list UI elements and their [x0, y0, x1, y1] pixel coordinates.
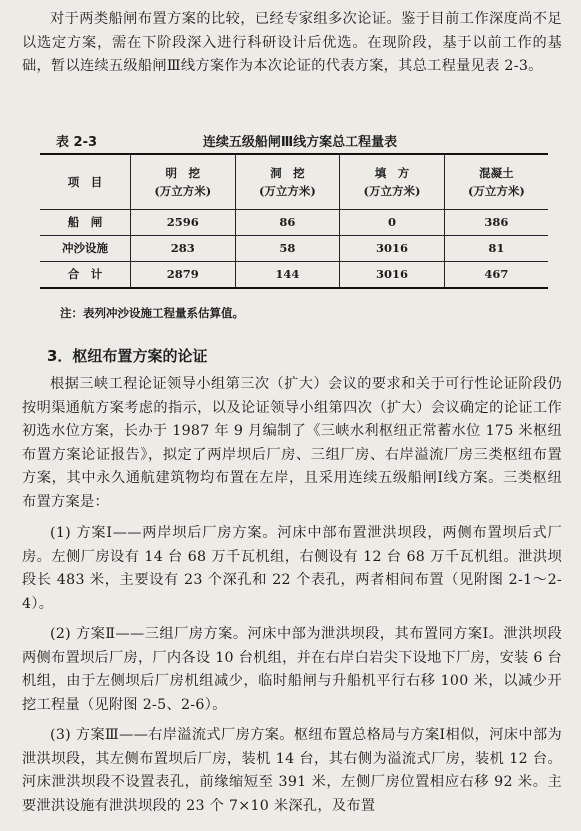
table-cell: 3016 [340, 235, 445, 261]
column-name: 明 挖 [165, 165, 201, 180]
body-paragraph: (2) 方案Ⅱ——三组厂房方案。河床中部为泄洪坝段，其布置同方案Ⅰ。泄洪坝段两侧布置坝后厂房，厂内各设 10 台机组，并在右岸白岩尖下设地下厂房，安装 6 台机组，由于左侧坝后厂房机组减少，临时船闸与升船机平行右移 100 米，以减少开挖工程量（见附图 2-5、2-6）。 [22, 626, 562, 713]
table-note: 注：表列冲沙设施工程量系估算值。 [60, 306, 244, 320]
table-cell: 81 [444, 235, 548, 261]
item-header: 项 目 [40, 154, 131, 209]
body-paragraph: (3) 方案Ⅲ——右岸溢流式厂房方案。枢纽布置总格局与方案Ⅰ相似，河床中部为泄洪坝段，其左侧布置坝后厂房，装机 14 台，其右侧为溢流式厂房，装机 12 台。河床泄洪坝段不设置表孔，前缘缩短至 391 米，左侧厂房位置相应右移 92 米。主要泄洪设施有泄洪坝段的 23 个 7×10 米深孔，及布置 [22, 727, 562, 814]
table-title: 连续五级船闸Ⅲ线方案总工程量表 [202, 135, 398, 150]
table-cell: 2596 [131, 209, 236, 235]
body-paragraph: (1) 方案Ⅰ——两岸坝后厂房方案。河床中部布置泄洪坝段，两侧布置坝后式厂房。左侧厂房设有 14 台 68 万千瓦机组，右侧设有 12 台 68 万千瓦机组。泄洪坝段长 483 米，主要设有 23 个深孔和 22 个表孔，两者相间布置（见附图 2-1～2-4）。 [22, 525, 562, 612]
table-row [40, 261, 548, 288]
row-label: 船 闸 [40, 209, 131, 235]
table-cell: 283 [131, 235, 236, 261]
table-cell: 3016 [340, 261, 445, 288]
table-header-row [40, 154, 548, 209]
table-number: 表 2-3 [56, 135, 98, 150]
table-cell: 58 [235, 235, 340, 261]
section-heading: 3．枢纽布置方案的论证 [47, 347, 208, 365]
intro-paragraph: 对于两类船闸布置方案的比较，已经专家组多次论证。鉴于目前工作深度尚不足以选定方案，需在下阶段深入进行科研设计后优选。在现阶段，基于以前工作的基础，暂以连续五级船闸Ⅲ线方案作为本次论证的代表方案，其总工程量见表 2-3。 [22, 11, 562, 74]
row-label: 冲沙设施 [40, 235, 131, 261]
column-header [235, 154, 340, 209]
column-unit: (万立方米) [363, 183, 421, 198]
column-header [444, 154, 548, 209]
column-header [340, 154, 445, 209]
row-label: 合 计 [40, 261, 131, 288]
column-unit: (万立方米) [258, 183, 316, 198]
column-name: 混凝土 [479, 165, 514, 180]
table-cell: 144 [235, 261, 340, 288]
column-name: 洞 挖 [270, 165, 305, 180]
table-cell: 2879 [131, 261, 236, 288]
table-cell: 467 [444, 261, 548, 288]
table-cell: 86 [235, 209, 340, 235]
table-cell: 386 [444, 209, 548, 235]
column-name: 填 方 [374, 165, 410, 180]
column-unit: (万立方米) [467, 183, 525, 198]
column-header [131, 154, 236, 209]
quantity-table [40, 153, 548, 289]
table-cell: 0 [340, 209, 445, 235]
body-paragraph: 根据三峡工程论证领导小组第三次（扩大）会议的要求和关于可行性论证阶段仍按明渠通航方案考虑的指示，以及论证领导小组第四次（扩大）会议确定的论证工作初选水位方案，长办于 1987 年 9 月编制了《三峡水利枢纽正常蓄水位 175 米枢纽布置方案论证报告》，拟定了两岸坝后厂房、三组厂房、右岸溢流厂房三类枢纽布置方案，其中永久通航建筑物均布置在左岸，且采用连续五级船闸Ⅰ线方案。三类枢纽布置方案是： [22, 376, 562, 510]
table-row [40, 209, 548, 235]
table-row [40, 235, 548, 261]
column-unit: (万立方米) [154, 183, 212, 198]
